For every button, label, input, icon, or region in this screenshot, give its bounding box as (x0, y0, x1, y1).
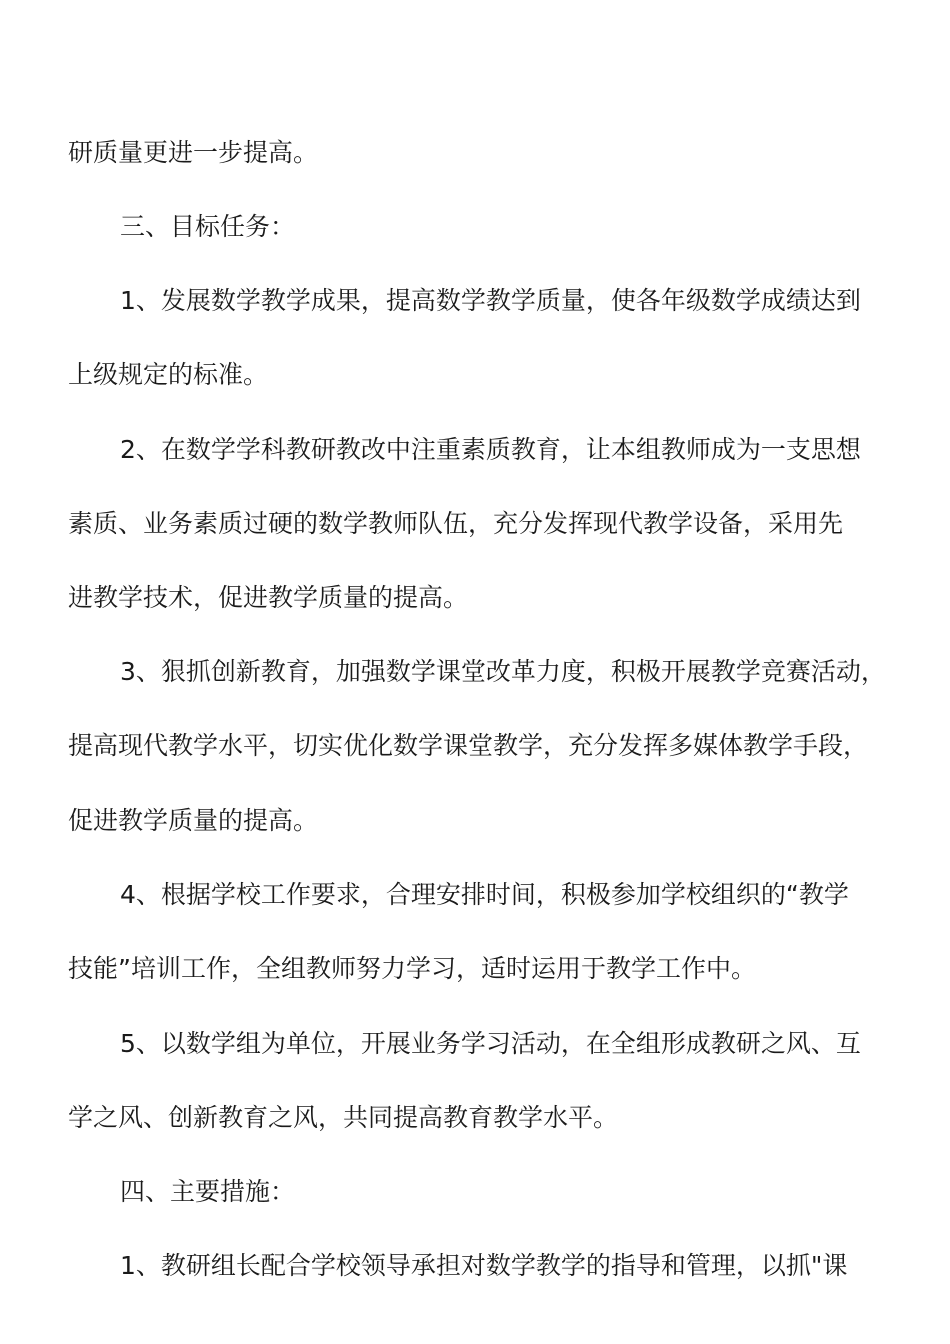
text-line: 研质量更进一步提高。 (68, 138, 319, 167)
text-line: 促进教学质量的提高。 (68, 806, 319, 835)
text-line: 学之风、创新教育之风，共同提高教育教学水平。 (68, 1103, 619, 1132)
text-line: 2、在数学学科教研教改中注重素质教育，让本组教师成为一支思想 (120, 435, 861, 464)
section-heading: 三、目标任务： (120, 212, 296, 241)
text-line: 3、狠抓创新教育，加强数学课堂改革力度，积极开展教学竞赛活动， (120, 657, 886, 686)
section-heading: 四、主要措施： (120, 1177, 296, 1206)
text-line: 进教学技术，促进教学质量的提高。 (68, 583, 469, 612)
text-line: 1、发展数学教学成果，提高数学教学质量，使各年级数学成绩达到 (120, 286, 861, 315)
text-line: 5、以数学组为单位，开展业务学习活动，在全组形成教研之风、互 (120, 1029, 861, 1058)
text-line: 4、根据学校工作要求，合理安排时间，积极参加学校组织的“教学 (120, 880, 849, 909)
text-line: 素质、业务素质过硬的数学教师队伍，充分发挥现代教学设备，采用先 (68, 509, 844, 538)
text-line: 提高现代教学水平，切实优化数学课堂教学，充分发挥多媒体教学手段， (68, 731, 869, 760)
text-line: 1、教研组长配合学校领导承担对数学教学的指导和管理，以抓"课 (120, 1251, 848, 1280)
text-line: 上级规定的标准。 (68, 360, 269, 389)
text-line: 技能”培训工作，全组教师努力学习，适时运用于教学工作中。 (68, 954, 756, 983)
